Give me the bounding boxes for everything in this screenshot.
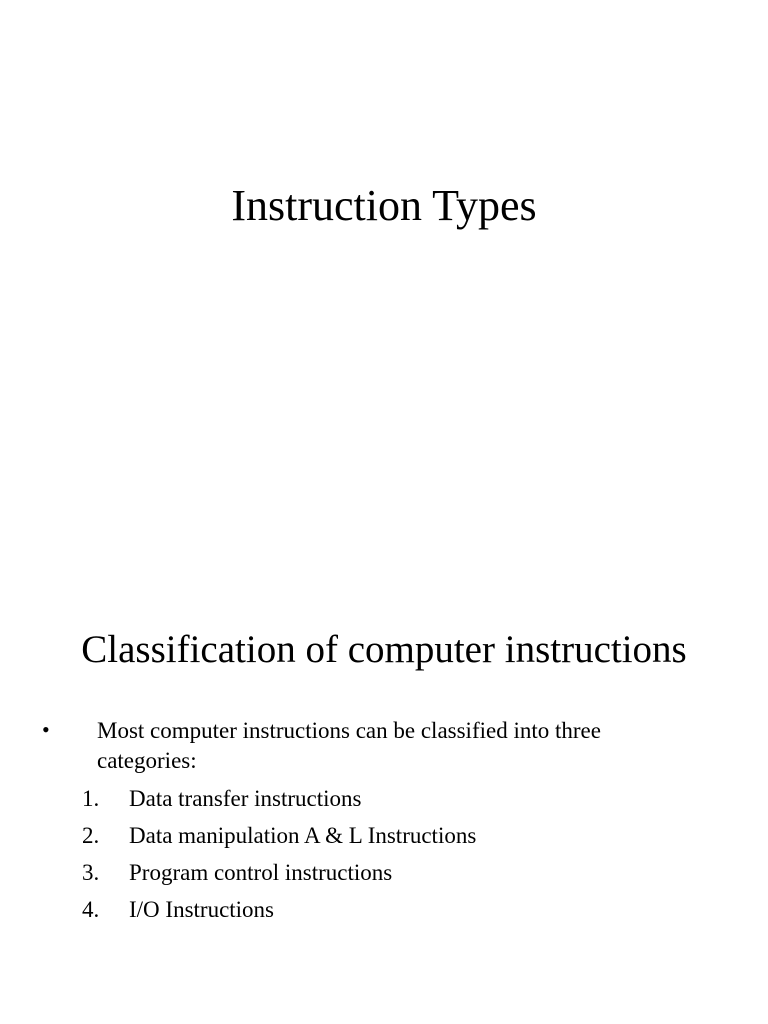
list-item-label: I/O Instructions (129, 897, 275, 922)
list-item-label: Program control instructions (129, 860, 393, 885)
list-item-number: 1. (82, 786, 100, 811)
slide-title: Instruction Types (231, 181, 537, 230)
section-heading: Classification of computer instructions (81, 628, 687, 671)
list-item-number: 3. (82, 860, 100, 885)
list-item (82, 858, 476, 895)
list-item-number: 4. (82, 897, 100, 922)
list-item (82, 821, 476, 858)
bullet-icon: • (42, 717, 50, 742)
list-item-label: Data transfer instructions (129, 786, 362, 811)
list-item (82, 784, 476, 821)
bullet-text: Most computer instructions can be classified into three categories: (97, 718, 601, 773)
list-item (82, 895, 476, 932)
list-item-label: Data manipulation A & L Instructions (129, 823, 477, 848)
list-item-number: 2. (82, 823, 100, 848)
category-list (82, 784, 476, 932)
